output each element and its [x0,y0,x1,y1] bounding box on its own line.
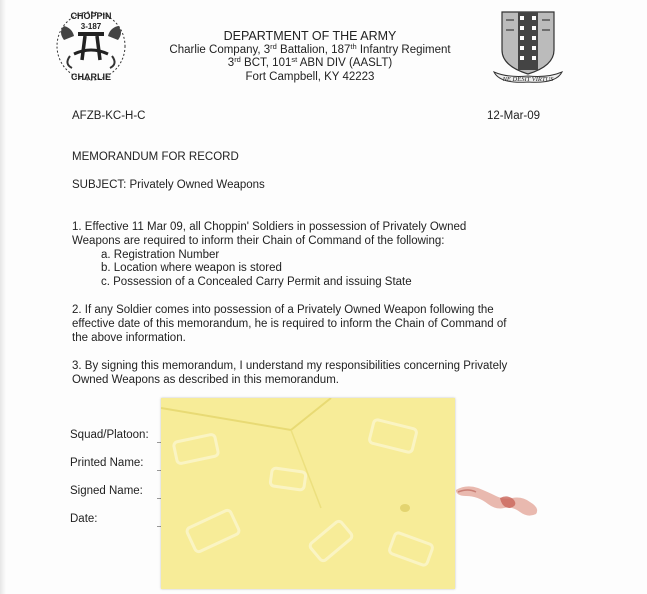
para1-line1: 1. Effective 11 Mar 09, all Choppin' Soldiers in possession of Privately Owned [72,221,467,233]
date-label: Date: [70,513,98,525]
seal-bottom-text: CHARLIE [71,72,111,82]
para2-line3: the above information. [72,332,186,344]
choppin-charlie-seal [50,6,132,86]
para3-line1: 3. By signing this memorandum, I understand my responsibilities concerning Privately [72,360,508,372]
regimental-crest [488,6,568,88]
para1-item-c: c. Possession of a Concealed Carry Permit and issuing State [101,276,412,288]
para2-line2: effective date of this memorandum, he is required to inform the Chain of Command of [72,318,507,330]
seal-center-text: 3-187 [80,22,102,31]
address-line: Fort Campbell, KY 42223 [245,71,375,83]
scan-edge [0,0,6,594]
para1-item-b: b. Location where weapon is stored [101,262,282,274]
para1-line2: Weapons are required to inform their Chain of Command of the following: [72,235,445,247]
sticky-note [161,398,455,589]
para3-line2: Owned Weapons as described in this memorandum. [72,374,339,386]
seal-top-text: CHOPPIN [70,11,112,21]
printed-name-label: Printed Name: [70,457,144,469]
red-stain [452,478,544,522]
memo-date: 12-Mar-09 [487,110,541,122]
memo-subject: SUBJECT: Privately Owned Weapons [72,179,265,191]
office-symbol: AFZB-KC-H-C [72,110,146,122]
memo-title: MEMORANDUM FOR RECORD [72,151,239,163]
bct-line: 3rd BCT, 101st ABN DIV (AASLT) [227,55,393,69]
para2-line1: 2. If any Soldier comes into possession of a Privately Owned Weapon following the [72,304,494,316]
para1-item-a: a. Registration Number [101,249,220,261]
signed-name-label: Signed Name: [70,485,143,497]
unit-line: Charlie Company, 3rd Battalion, 187th Infantry Regiment [169,42,451,56]
dept-heading: DEPARTMENT OF THE ARMY [223,29,397,43]
squad-platoon-label: Squad/Platoon: [70,429,149,441]
crest-motto: NE DESIT VIRTUS [502,76,554,83]
